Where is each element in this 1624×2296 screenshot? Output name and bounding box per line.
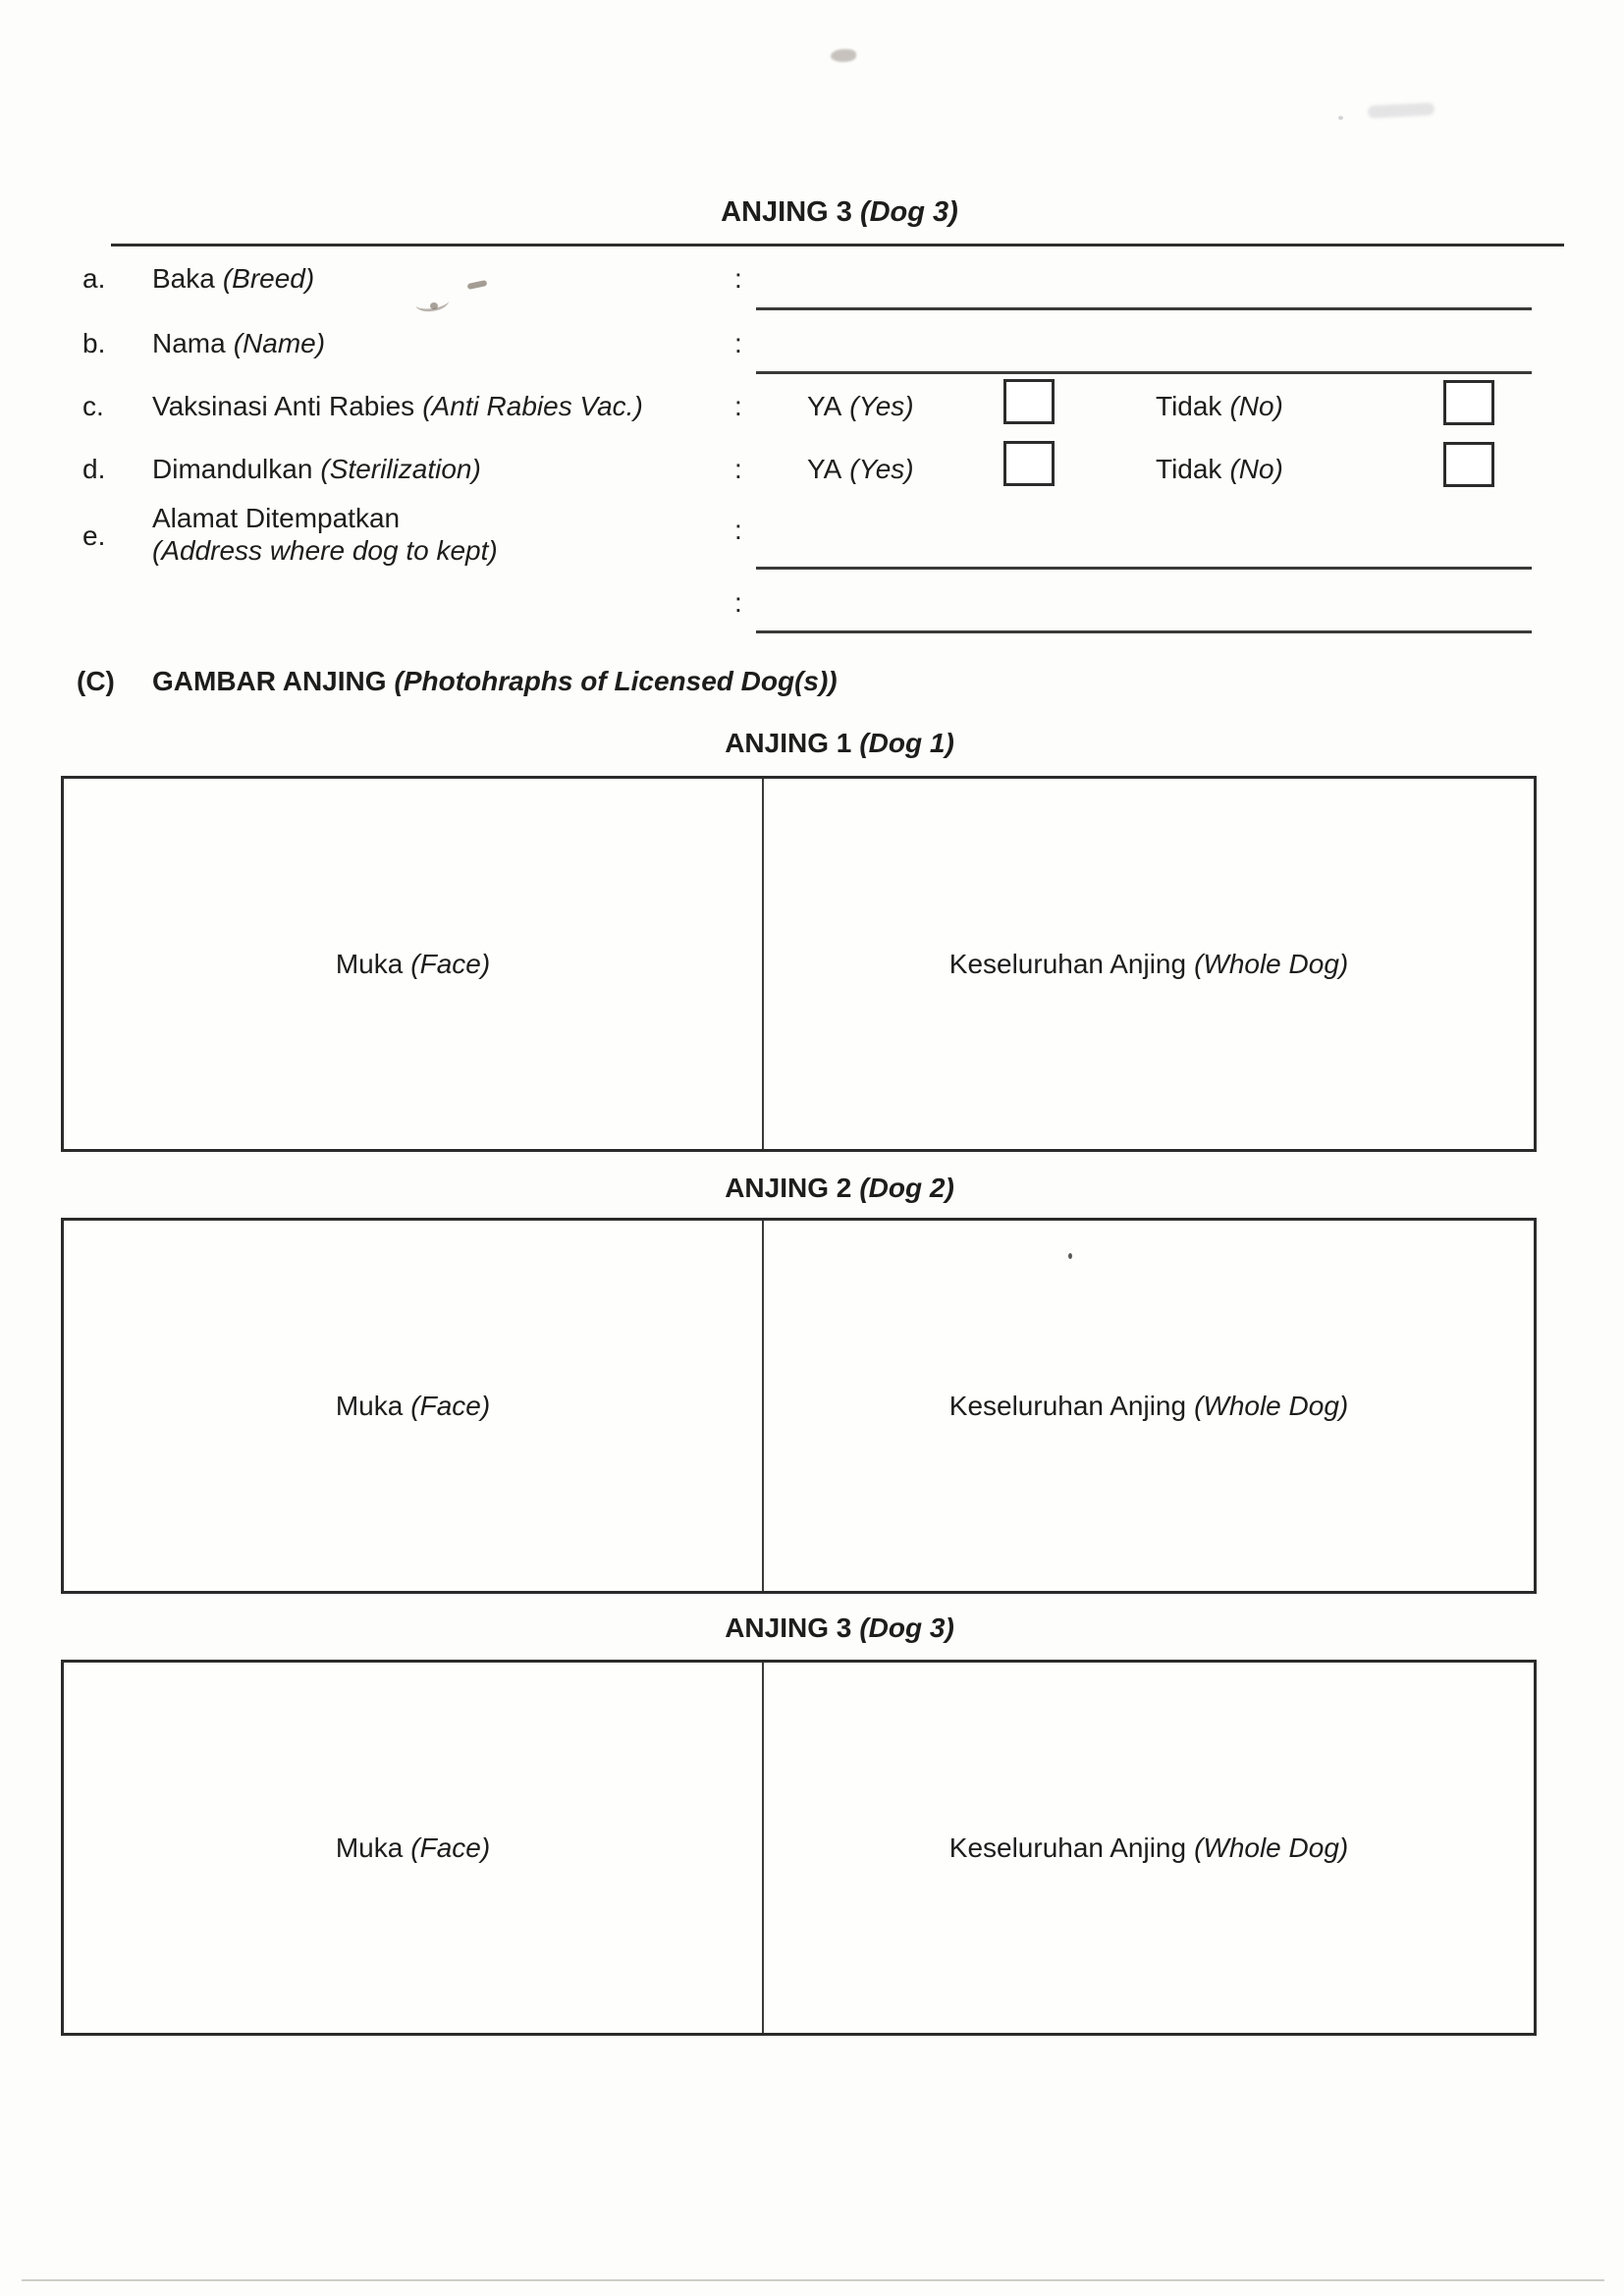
row-c-no-paren: (No) — [1229, 391, 1283, 421]
photo-box-3-title: ANJING 3 (Dog 3) — [725, 1613, 954, 1643]
section-title-dog3-paren: (Dog 3) — [859, 196, 958, 228]
row-c-label-paren: (Anti Rabies Vac.) — [422, 391, 643, 421]
photo-box-1-title: ANJING 1 (Dog 1) — [725, 728, 954, 758]
photo-cell-dog3-whole-paren: (Whole Dog) — [1194, 1831, 1349, 1863]
rabies-yes-checkbox[interactable] — [1003, 379, 1055, 424]
photo-section-index: (C) — [77, 666, 115, 696]
row-b-index: b. — [82, 328, 106, 358]
breed-fill-line[interactable] — [756, 307, 1532, 310]
photo-box-3-title-paren: (Dog 3) — [859, 1613, 954, 1643]
row-a-label-paren: (Breed) — [222, 263, 315, 294]
row-d-index: d. — [82, 454, 106, 484]
sterilization-yes-checkbox[interactable] — [1003, 441, 1055, 486]
photo-cell-dog3-face-paren: (Face) — [410, 1831, 491, 1863]
scan-artifact-pencil-dot — [430, 302, 438, 309]
scan-artifact-pencil-dash — [467, 280, 488, 290]
row-d-colon: : — [734, 454, 742, 484]
row-c-index: c. — [82, 391, 104, 421]
row-d-yes-paren: (Yes) — [849, 454, 914, 484]
photo-cell-dog2-face: Muka (Face) — [64, 1221, 764, 1591]
row-e-label-paren: (Address where dog to kept) — [152, 535, 498, 566]
scan-artifact-topright-smudge — [1368, 102, 1435, 119]
photo-box-dog3 — [61, 1660, 1537, 2036]
row-e-colon-1: : — [734, 515, 742, 545]
photo-cell-dog1-whole: Keseluruhan Anjing (Whole Dog) — [948, 948, 1349, 979]
rabies-no-checkbox[interactable] — [1443, 380, 1494, 425]
row-b-label: Nama (Name) — [152, 328, 326, 358]
row-e-index: e. — [82, 520, 106, 551]
photo-box-2-title: ANJING 2 (Dog 2) — [725, 1173, 954, 1203]
photo-cell-dog1-face-paren: (Face) — [410, 948, 491, 979]
photo-cell-dog2-face-paren: (Face) — [410, 1390, 491, 1421]
photo-cell-dog2-whole: Keseluruhan Anjing (Whole Dog) — [948, 1390, 1349, 1421]
row-a-label: Baka (Breed) — [152, 263, 315, 294]
header-rule — [111, 244, 1564, 246]
address-fill-line-1[interactable] — [756, 567, 1532, 570]
address-fill-line-2[interactable] — [756, 630, 1532, 633]
row-d-label: Dimandulkan (Sterilization) — [152, 454, 481, 484]
row-c-label: Vaksinasi Anti Rabies (Anti Rabies Vac.) — [152, 391, 643, 421]
row-d-no-paren: (No) — [1229, 454, 1283, 484]
scan-artifact-top-smudge — [831, 49, 856, 62]
photo-cell-dog2-whole-paren: (Whole Dog) — [1194, 1390, 1349, 1421]
row-a-index: a. — [82, 263, 106, 294]
scan-artifact-topright-dot — [1338, 116, 1343, 120]
row-b-colon: : — [734, 328, 742, 358]
row-d-label-paren: (Sterilization) — [320, 454, 481, 484]
scan-artifact-pencil-arc — [414, 293, 450, 314]
photo-cell-dog1-whole-paren: (Whole Dog) — [1194, 948, 1349, 979]
sterilization-no-checkbox[interactable] — [1443, 442, 1494, 487]
photo-box-dog2 — [61, 1218, 1537, 1594]
scan-artifact-bottom-edge-line — [22, 2279, 1604, 2281]
row-c-yes-label: YA (Yes) — [807, 391, 914, 421]
row-b-label-paren: (Name) — [233, 328, 326, 358]
row-a-colon: : — [734, 263, 742, 294]
photo-section-heading: GAMBAR ANJING (Photohraphs of Licensed Dog(s)) — [152, 666, 838, 696]
row-d-yes-label: YA (Yes) — [807, 454, 914, 484]
section-title-dog3 — [113, 196, 1566, 229]
row-c-no-label: Tidak (No) — [1156, 391, 1283, 421]
photo-section-heading-paren: (Photohraphs of Licensed Dog(s)) — [394, 666, 838, 696]
row-e-colon-2: : — [734, 587, 742, 618]
row-c-colon: : — [734, 391, 742, 421]
photo-cell-dog3-face: Muka (Face) — [64, 1663, 764, 2033]
row-c-yes-paren: (Yes) — [849, 391, 914, 421]
photo-box-2-title-paren: (Dog 2) — [859, 1173, 954, 1203]
section-title-dog3-text: ANJING 3 — [721, 196, 852, 228]
photo-box-1-title-paren: (Dog 1) — [859, 728, 954, 758]
photo-cell-dog1-face: Muka (Face) — [64, 779, 764, 1149]
row-d-no-label: Tidak (No) — [1156, 454, 1283, 484]
row-e-label: Alamat Ditempatkan (Address where dog to kept) — [152, 503, 498, 566]
name-fill-line[interactable] — [756, 371, 1532, 374]
photo-cell-dog3-whole: Keseluruhan Anjing (Whole Dog) — [948, 1831, 1349, 1863]
photo-box-dog1 — [61, 776, 1537, 1152]
